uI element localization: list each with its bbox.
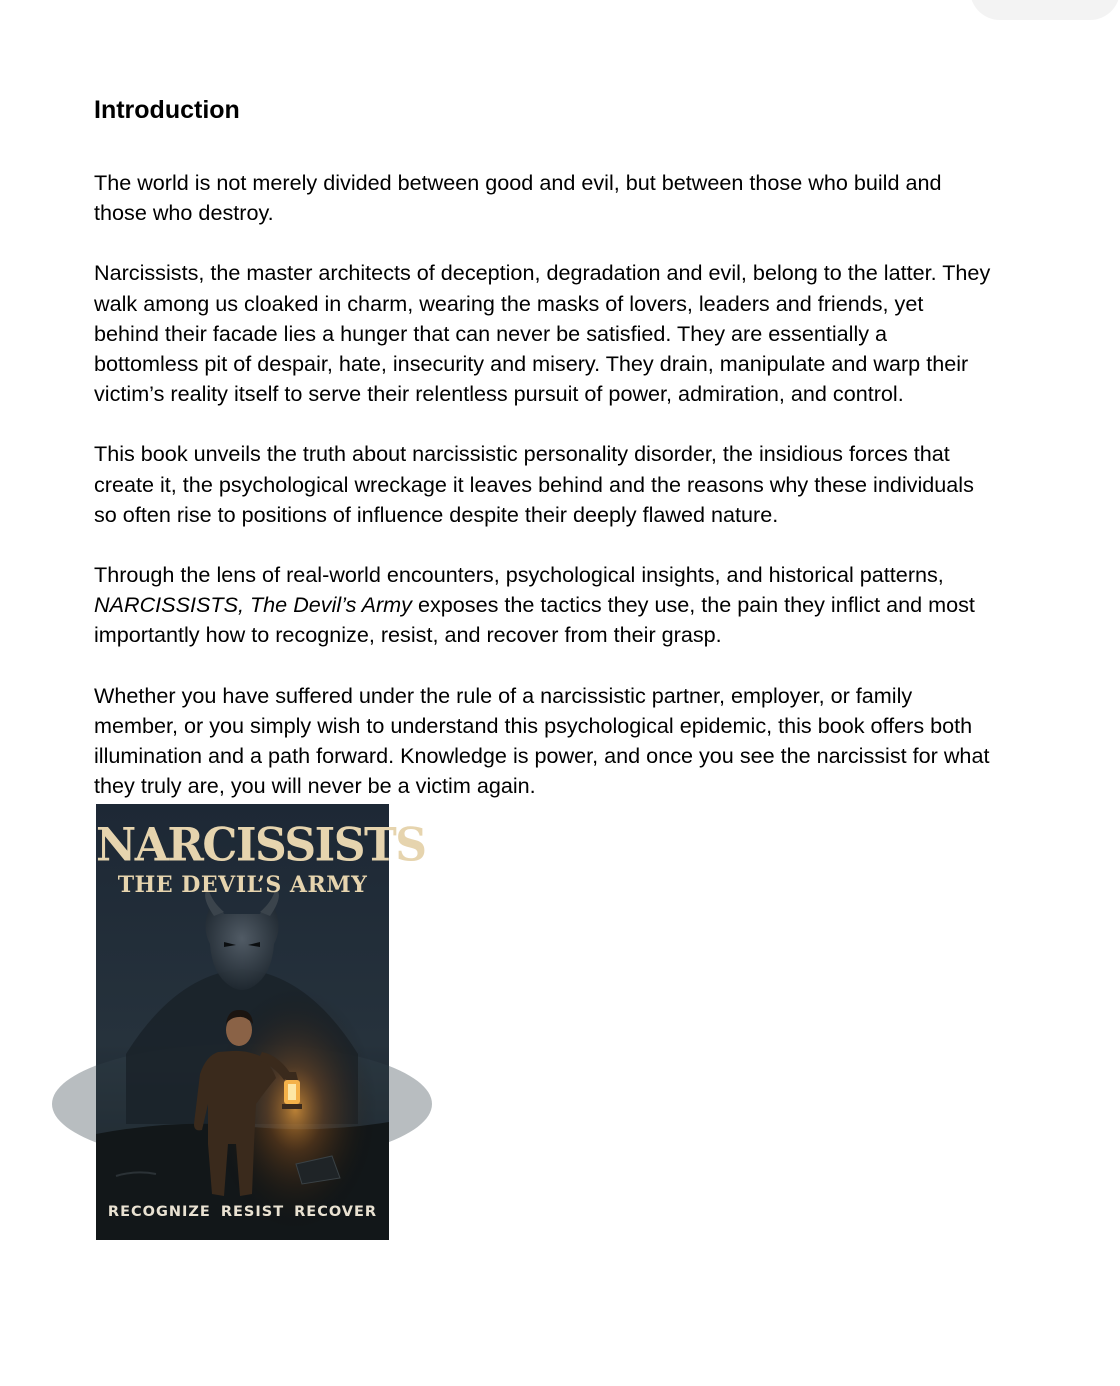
page-corner-tab [970,0,1120,20]
book-title-italic: NARCISSISTS, The Devil’s Army [94,592,412,618]
cover-tagline: RECOGNIZE RESIST RECOVER [107,1204,378,1221]
paragraph-5: Whether you have suffered under the rule of a narcissistic partner, employer, or family member, or you simply wish to understand this psychological epidemic, this book offers both illumination and a path forward. Knowledge is power, and once you see the narcissist for what they truly are, you will never be a victim again. [94,682,990,799]
document-page [94,90,994,1240]
paragraph-1: The world is not merely divided between good and evil, but between those who build and those who destroy. [94,170,942,226]
paragraph-4 [94,560,994,651]
cover-subtitle: THE DEVIL’S ARMY [117,872,368,899]
paragraph-4-after: exposes the tactics they use, the pain they inflict and most importantly how to recognize, resist, and recover from their grasp. [94,592,975,648]
book-cover-image [96,804,426,1240]
section-heading: Introduction [94,96,240,124]
paragraph-4-before: Through the lens of real-world encounters, psychological insights, and historical patterns, [94,562,944,588]
paragraph-2: Narcissists, the master architects of deception, degradation and evil, belong to the latter. They walk among us cloaked in charm, wearing the masks of lovers, leaders and friends, yet behind their facade lies a hunger that can never be satisfied. They are essentially a bottomless pit of despair, hate, insecurity and misery. They drain, manipulate and warp their victim’s reality itself to serve their relentless pursuit of power, admiration, and control. [94,260,991,407]
paragraph-3: This book unveils the truth about narcissistic personality disorder, the insidious forces that create it, the psychological wreckage it leaves behind and the reasons why these individuals so often rise to positions of influence despite their deeply flawed nature. [94,441,974,527]
cover-title: NARCISSISTS [96,819,426,873]
